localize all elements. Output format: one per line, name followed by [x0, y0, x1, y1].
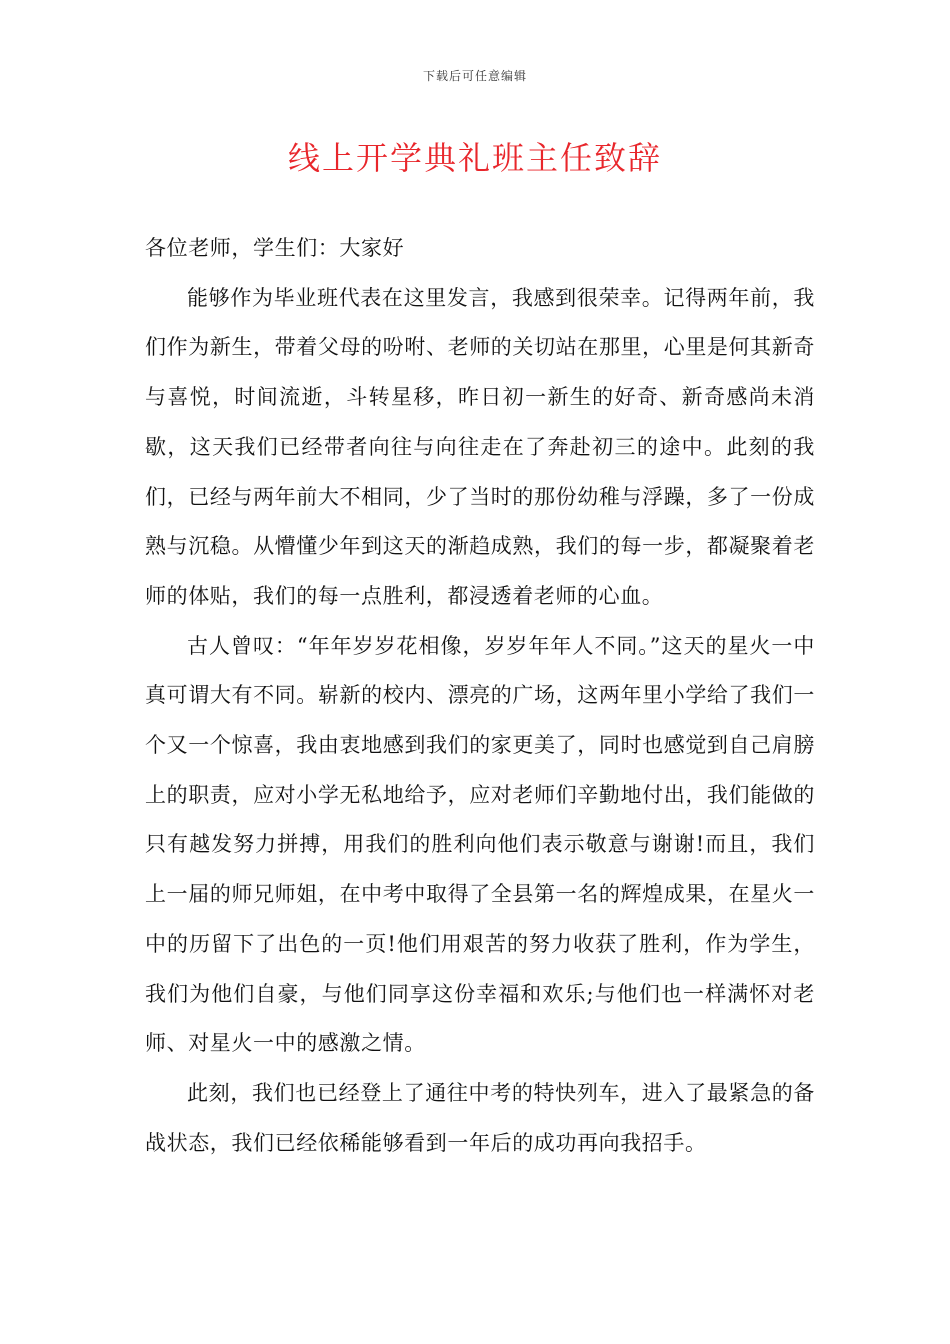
paragraph-2: 古人曾叹：“年年岁岁花相像，岁岁年年人不同。”这天的星火一中真可谓大有不同。崭新的校内、漂亮的广场，这两年里小学给了我们一个又一个惊喜，我由衷地感到我们的家更美了，同时也感觉到自己肩膀上的职责，应对小学无私地给予，应对老师们辛勤地付出，我们能做的只有越发努力拼搏，用我们的胜利向他们表示敬意与谢谢!而且，我们上一届的师兄师姐，在中考中取得了全县第一名的辉煌成果，在星火一中的历留下了出色的一页!他们用艰苦的努力收获了胜利，作为学生，我们为他们自豪，与他们同享这份幸福和欢乐;与他们也一样满怀对老师、对星火一中的感激之情。: [145, 633, 815, 1056]
paragraph-3: 此刻，我们也已经登上了通往中考的特快列车，进入了最紧急的备战状态，我们已经依稀能够看到一年后的成功再向我招手。: [145, 1080, 815, 1155]
document-body: [145, 224, 815, 1168]
paragraph-1: 能够作为毕业班代表在这里发言，我感到很荣幸。记得两年前，我们作为新生，带着父母的吩咐、老师的关切站在那里，心里是何其新奇与喜悦，时间流逝，斗转星移，昨日初一新生的好奇、新奇感尚未消歇，这天我们已经带者向往与向往走在了奔赴初三的途中。此刻的我们，已经与两年前大不相同，少了当时的那份幼稚与浮躁，多了一份成熟与沉稳。从懵懂少年到这天的渐趋成熟，我们的每一步，都凝聚着老师的体贴，我们的每一点胜利，都浸透着老师的心血。: [145, 285, 815, 608]
salutation: 各位老师，学生们：大家好: [145, 236, 405, 260]
document-title: 线上开学典礼班主任致辞: [287, 139, 662, 177]
header-note: 下载后可任意编辑: [422, 69, 527, 83]
